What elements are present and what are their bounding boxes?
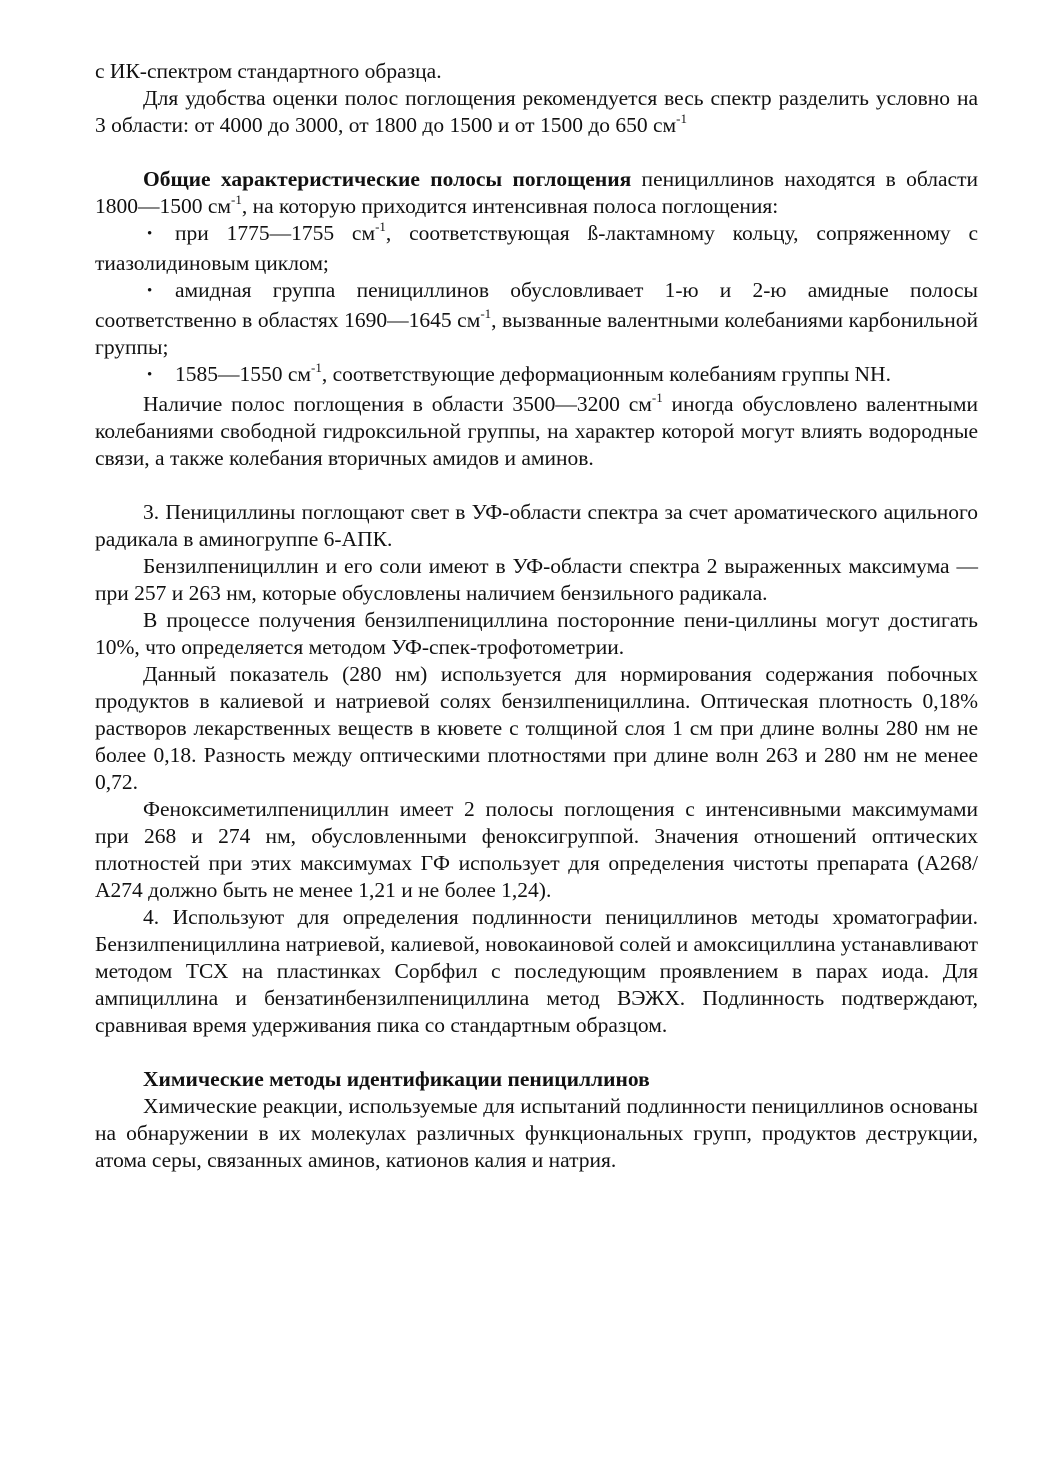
bold-term: Общие характеристические полосы поглощения bbox=[143, 167, 632, 191]
paragraph-optical-density: Данный показатель (280 нм) используется для нормирования содержания побочных продуктов в калиевой и натриевой солях бензилпенициллина. Оптическая плотность 0,18% растворов лекарственных веществ в кювете с толщиной слоя 1 см при длине волны 280 нм не более 0,18. Разность между оптическими плотностями при длине волн 263 и 280 нм не менее 0,72. bbox=[95, 662, 978, 794]
spacer bbox=[95, 139, 978, 166]
bullet-icon: • bbox=[147, 283, 153, 299]
paragraph-spectrum-regions: Для удобства оценки полос поглощения рекомендуется весь спектр разделить условно на 3 области: от 4000 до 3000, от 1800 до 1500 и от 1500 до 650 $см^{-1}$ bbox=[95, 86, 978, 137]
paragraph-chromatography: 4. Используют для определения подлинности пенициллинов методы хроматографии. Бензилпенициллина натриевой, калиевой, новокаиновой солей и амоксициллина устанавливают методом ТСХ на пластинках Сорбфил с последующим проявлением в парах иода. Для ампициллина и бензатинбензилпенициллина метод ВЭЖХ. Подлинность подтверждают, сравнивая время удерживания пика со стандартным образцом. bbox=[95, 905, 978, 1037]
superscript: -1 bbox=[231, 191, 242, 207]
paragraph-ir-intro: с ИК-спектром стандартного образца. bbox=[95, 59, 442, 83]
list-item: • при 1775—1755 $см^{-1}$, соответствующая ß-лактамному кольцу, сопряженному с тиазолидиновым циклом; bbox=[95, 218, 978, 275]
paragraph-absorption-bands: Общие характеристические полосы поглощения пенициллинов находятся в области 1800—1500 $см^{-1}$, на которую приходится интенсивная полоса поглощения: bbox=[95, 167, 978, 218]
paragraph-benzylpenicillin-maxima: Бензилпенициллин и его соли имеют в УФ-области спектра 2 выраженных максимума — при 257 и 263 нм, которые обусловлены наличием бензильного радикала. bbox=[95, 554, 978, 605]
list-item: • 1585—1550 $см^{-1}$, соответствующие деформационным колебаниям группы NH. bbox=[95, 361, 978, 391]
paragraph-hydroxyl-bands: Наличие полос поглощения в области 3500—3200 $см^{-1}$ иногда обусловлено валентными колебаниями свободной гидроксильной группы, на характер которой могут влиять водородные связи, а также колебания вторичных амидов и аминов. bbox=[95, 389, 978, 470]
document-page bbox=[95, 58, 978, 1174]
list-item: • амидная группа пенициллинов обусловливает 1-ю и 2-ю амидные полосы соответственно в областях 1690—1645 $см^{-1}$, вызванные валентными колебаниями карбонильной группы; bbox=[95, 278, 978, 359]
section-heading: Химические методы идентификации пенициллинов bbox=[143, 1067, 650, 1091]
spacer bbox=[95, 472, 978, 499]
bullet-icon: • bbox=[147, 226, 153, 242]
superscript: -1 bbox=[676, 110, 687, 126]
bullet-icon: • bbox=[147, 367, 153, 383]
superscript: -1 bbox=[651, 389, 663, 405]
paragraph-phenoxymethylpenicillin: Феноксиметилпенициллин имеет 2 полосы поглощения с интенсивными максимумами при 268 и 274 нм, обусловленными феноксигруппой. Значения отношений оптических плотностей при этих максимумах ГФ использует для определения чистоты препарата (А268/А274 должно быть не менее 1,21 и не более 1,24). bbox=[95, 797, 978, 902]
paragraph-chemical-reactions: Химические реакции, используемые для испытаний подлинности пенициллинов основаны на обнаружении в их молекулах различных функциональных групп, продуктов деструкции, атома серы, связанных аминов, катионов калия и натрия. bbox=[95, 1094, 978, 1172]
spacer bbox=[95, 1039, 978, 1066]
superscript: -1 bbox=[480, 305, 492, 321]
superscript: -1 bbox=[375, 218, 386, 234]
paragraph-uv-absorption: 3. Пенициллины поглощают свет в УФ-области спектра за счет ароматического ацильного радикала в аминогруппе 6-АПК. bbox=[95, 500, 978, 551]
superscript: -1 bbox=[311, 359, 322, 375]
paragraph-impurities: В процессе получения бензилпенициллина посторонние пени-циллины могут достигать 10%, что определяется методом УФ-спек-трофотометрии. bbox=[95, 608, 978, 659]
